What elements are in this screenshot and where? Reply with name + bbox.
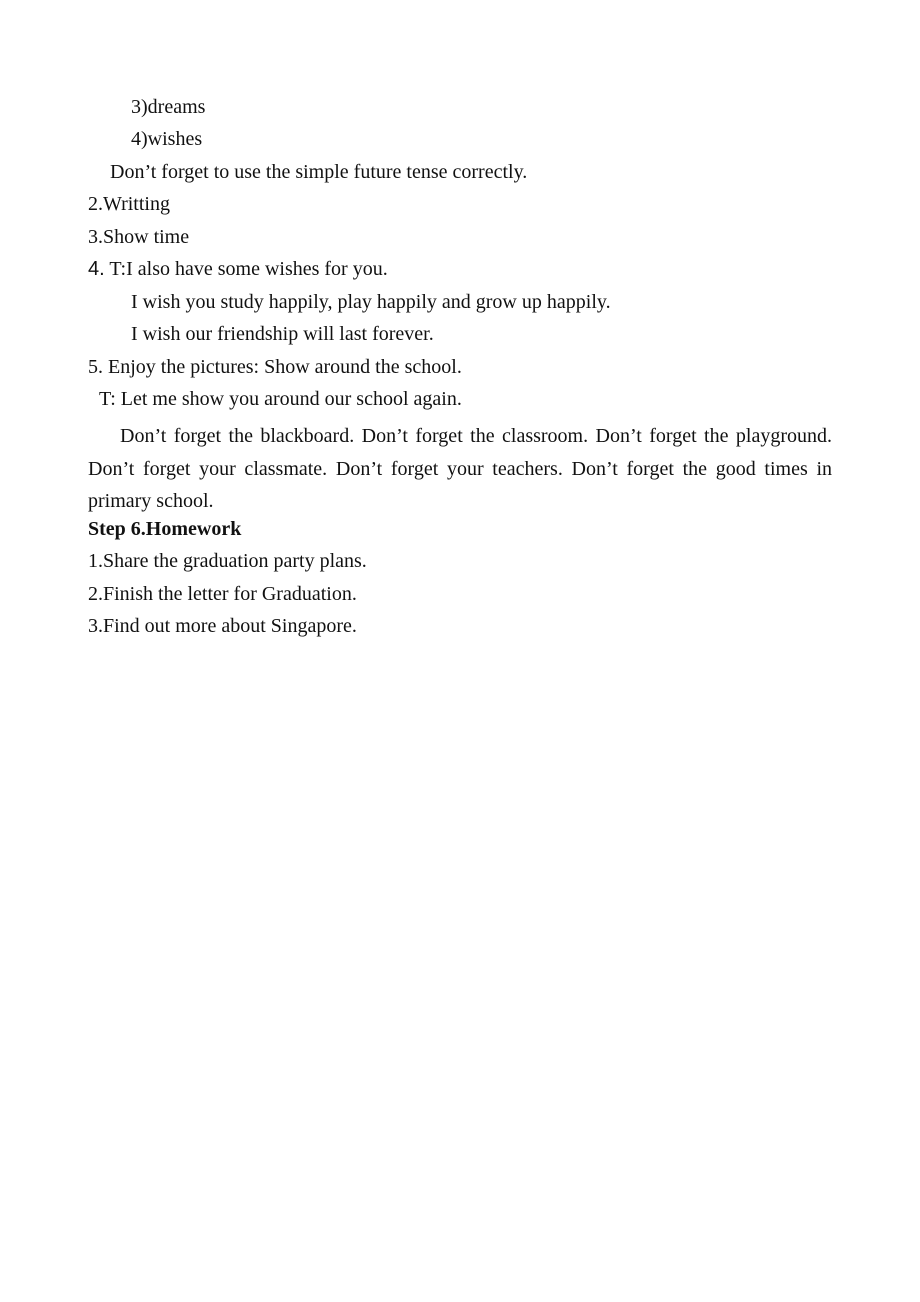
homework-item-2: 2.Finish the letter for Graduation. [88, 583, 357, 605]
wish-line-1: I wish you study happily, play happily and grow up happily. [131, 291, 611, 313]
homework-item-1: 1.Share the graduation party plans. [88, 550, 367, 572]
enjoy-pictures: 5. Enjoy the pictures: Show around the school. [88, 356, 462, 378]
list-item-dreams: 3)dreams [131, 96, 206, 118]
wishes-intro: T:I also have some wishes for you. [109, 258, 388, 280]
farewell-paragraph: Don’t forget the blackboard. Don’t forget the classroom. Don’t forget the playground. Don’t forget your classmate. Don’t forget your teachers. Don’t forget the good times in primary school. [88, 425, 832, 512]
homework-heading: Step 6.Homework [88, 518, 242, 540]
step-show-time: 3.Show time [88, 226, 190, 248]
wishes-number: 4. [88, 258, 105, 280]
wish-line-2: I wish our friendship will last forever. [131, 323, 434, 345]
tense-reminder: Don’t forget to use the simple future tense correctly. [110, 161, 528, 183]
teacher-line: T: Let me show you around our school again. [99, 388, 462, 410]
homework-item-3: 3.Find out more about Singapore. [88, 615, 357, 637]
list-item-wishes: 4)wishes [131, 128, 203, 150]
wishes-heading [88, 257, 388, 281]
step-writing: 2.Writting [88, 193, 170, 215]
